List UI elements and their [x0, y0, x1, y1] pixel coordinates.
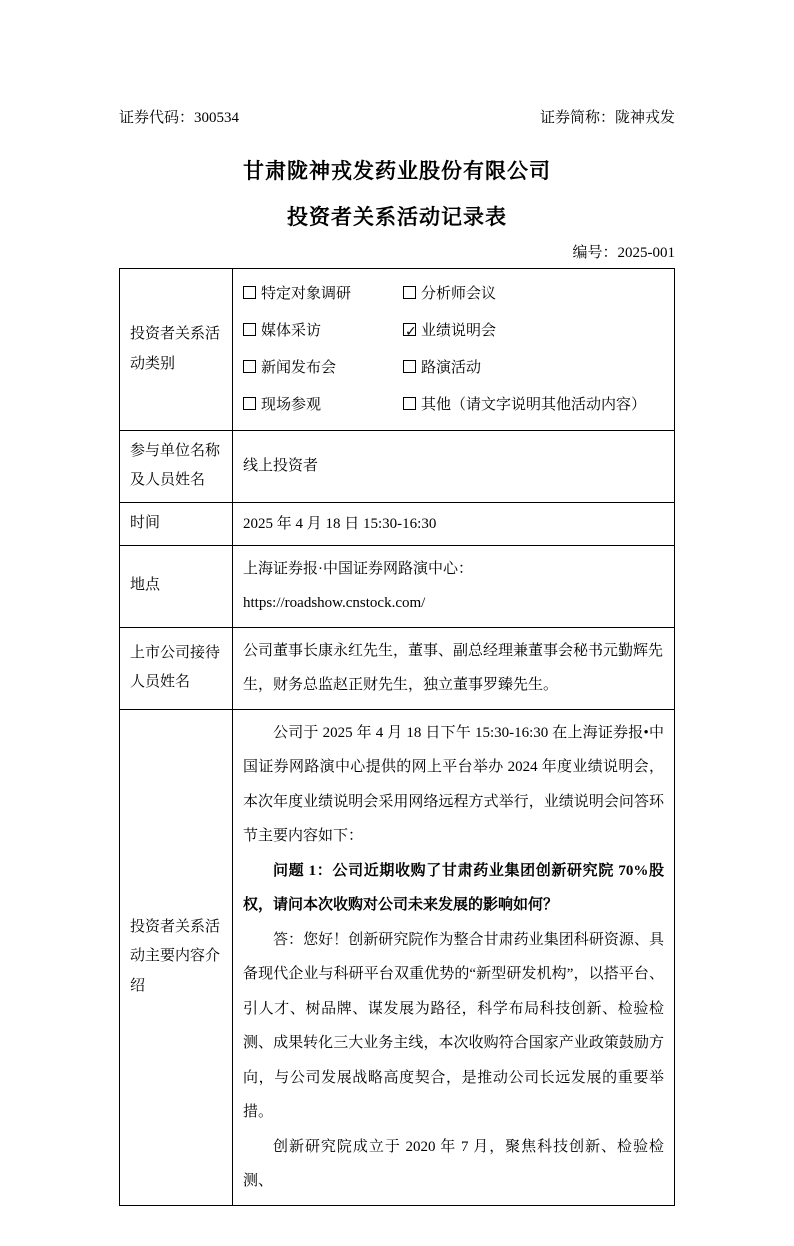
security-abbr-value: 陇神戎发 — [614, 110, 675, 126]
table-row-receptionists — [120, 627, 675, 709]
table-row-location — [120, 545, 675, 627]
activity-category-label: 投资者关系活动类别 — [120, 269, 233, 431]
security-abbr — [540, 108, 675, 129]
unchecked-checkbox-icon[interactable] — [243, 286, 256, 299]
security-code-value: 300534 — [194, 110, 240, 126]
unchecked-checkbox-icon[interactable] — [403, 360, 416, 373]
content-paragraph: 创新研究院成立于 2020 年 7 月，聚焦科技创新、检验检测、 — [243, 1138, 664, 1189]
main-content-label: 投资者关系活动主要内容介绍 — [120, 709, 233, 1205]
doc-title: 投资者关系活动记录表 — [287, 205, 507, 229]
unchecked-checkbox-icon[interactable] — [403, 286, 416, 299]
activity-option-label: 特定对象调研 — [261, 286, 352, 302]
activity-option-label: 媒体采访 — [261, 323, 322, 339]
doc-number: 编号：2025-001 — [572, 245, 675, 261]
activity-option[interactable] — [243, 390, 403, 420]
doc-header — [119, 108, 675, 129]
content-paragraph: 答：您好！创新研究院作为整合甘肃药业集团科研资源、具备现代企业与科研平台双重优势的“新型研发机构”，以搭平台、引人才、树品牌、谋发展为路径，科学布局科技创新、检验检测、成果转化三大业务主线，本次收购符合国家产业政策鼓励方向，与公司发展战略高度契合，是推动公司长远发展的重要举措。 — [243, 931, 664, 1120]
participants-value: 线上投资者 — [233, 431, 675, 503]
activity-option-label: 路演活动 — [421, 360, 482, 376]
titles — [119, 155, 675, 231]
receptionists-label: 上市公司接待人员姓名 — [120, 627, 233, 709]
checked-checkbox-icon[interactable] — [403, 323, 417, 340]
receptionists-value: 公司董事长康永红先生，董事、副总经理兼董事会秘书元勤辉先生，财务总监赵正财先生，独立董事罗臻先生。 — [233, 627, 675, 709]
main-content-paragraphs — [243, 716, 664, 1199]
location-url[interactable]: https://roadshow.cnstock.com/ — [243, 595, 426, 611]
table-row-main-content — [120, 709, 675, 1205]
unchecked-checkbox-icon[interactable] — [403, 397, 416, 410]
activity-option[interactable] — [403, 279, 664, 309]
unchecked-checkbox-icon[interactable] — [243, 323, 256, 336]
activity-option-label: 其他（请文字说明其他活动内容） — [421, 397, 647, 413]
activity-option[interactable] — [243, 353, 403, 383]
activity-option[interactable] — [403, 390, 664, 420]
activity-type-options — [243, 275, 664, 424]
check-mark-icon: ✓ — [405, 324, 417, 340]
security-code-label: 证券代码： — [119, 110, 195, 126]
activity-option-label: 分析师会议 — [421, 286, 497, 302]
security-abbr-label: 证券简称： — [539, 110, 615, 126]
time-label: 时间 — [120, 502, 233, 545]
table-row-time — [120, 502, 675, 545]
record-table — [119, 268, 675, 1206]
activity-option[interactable] — [243, 316, 403, 346]
participants-label: 参与单位名称及人员姓名 — [120, 431, 233, 503]
activity-option[interactable] — [403, 353, 664, 383]
table-row-participants — [120, 431, 675, 503]
activity-option-label: 业绩说明会 — [421, 323, 497, 339]
question-paragraph: 问题 1：公司近期收购了甘肃药业集团创新研究院 70%股权，请问本次收购对公司未来发展的影响如何？ — [243, 862, 664, 913]
company-title: 甘肃陇神戎发药业股份有限公司 — [243, 159, 551, 183]
security-code — [119, 108, 239, 129]
time-value: 2025 年 4 月 18 日 15:30-16:30 — [233, 502, 675, 545]
unchecked-checkbox-icon[interactable] — [243, 360, 256, 373]
activity-option-label: 现场参观 — [261, 397, 322, 413]
content-paragraph: 公司于 2025 年 4 月 18 日下午 15:30-16:30 在上海证券报•中国证券网路演中心提供的网上平台举办 2024 年度业绩说明会，本次年度业绩说明会采用网络远程方式举行，业绩说明会问答环节主要内容如下： — [243, 724, 664, 844]
table-row-activity-category — [120, 269, 675, 431]
location-line1: 上海证券报·中国证券网路演中心： — [243, 560, 473, 577]
unchecked-checkbox-icon[interactable] — [243, 397, 256, 410]
activity-option[interactable] — [243, 279, 403, 309]
activity-option[interactable] — [403, 316, 664, 346]
activity-option-label: 新闻发布会 — [261, 360, 337, 376]
location-label: 地点 — [120, 545, 233, 627]
